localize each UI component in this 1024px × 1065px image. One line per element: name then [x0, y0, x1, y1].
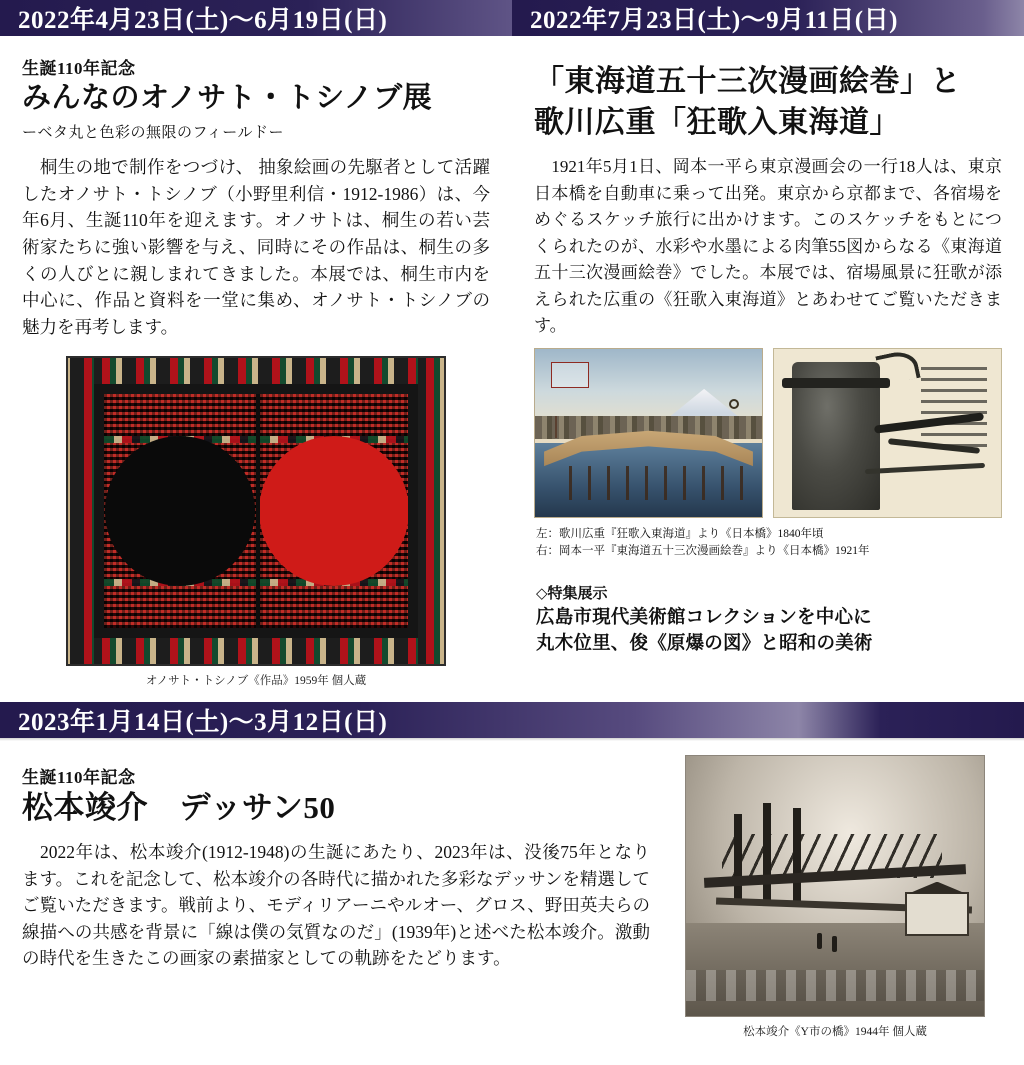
- onosato-body-text: 桐生の地で制作をつづけ、 抽象絵画の先駆者として活躍したオノサト・トシノブ（小野里利信・1912-1986）は、今年6月、生誕110年を迎えます。オノサトは、桐生の若い芸術家たちに強い影響を与え、同時にその作品は、桐生の多くの人びとに親しまれてきました。本展では、桐生市内を中心に、作品と資料を一堂に集め、オノサト・トシノブの魅力を再考します。: [22, 157, 490, 337]
- section-tokaido: [512, 0, 1024, 688]
- onosato-artwork-block: [0, 340, 512, 688]
- tokaido-body-text: 1921年5月1日、岡本一平ら東京漫画会の一行18人は、東京日本橋を自動車に乗って出発。東京から京都まで、各宿場をめぐるスケッチ旅行に出かけます。このスケッチをもとにつくられたのが、水彩や水墨による肉筆55図からなる《東海道五十三次漫画絵巻》でした。本展では、宿場風景に狂歌が添えられた広重の《狂歌入東海道》とあわせてご覧いただきます。: [534, 157, 1002, 336]
- matsumoto-body-text: 2022年は、松本竣介(1912-1948)の生誕にあたり、2023年は、没後75年となります。これを記念して、松本竣介の各時代に描かれた多彩なデッサンを精選してご覧いただきます。戦前より、モディリアーニやルオー、グロス、野田英夫らの線描への共感を背景に「線は僕の気質なのだ」(1939年)と述べた松本竣介。激動の時代を生きたこの画家の素描家としての軌跡をたどります。: [22, 841, 650, 969]
- hiroshige-nihonbashi-image: [534, 348, 763, 518]
- feature-exhibit-heading: ◇特集展示: [536, 586, 608, 603]
- tokaido-caption-block: [512, 518, 1024, 561]
- drawing-pylon: [734, 814, 742, 902]
- tokaido-title-line2: 歌川広重「狂歌入東海道」: [534, 106, 900, 139]
- drawing-pylon: [763, 803, 771, 902]
- artwork-black-circle: [105, 436, 255, 586]
- onosato-title: みんなのオノサト・トシノブ展: [22, 82, 433, 114]
- drawing-water: [686, 970, 984, 1001]
- matsumoto-text-block: [0, 741, 672, 1039]
- matsumoto-artwork-block: [672, 741, 1024, 1039]
- drawing-figure: [832, 936, 837, 952]
- onosato-artwork-image: [66, 356, 446, 666]
- tokaido-caption-line2: 右：岡本一平『東海道五十三次漫画絵巻』より《日本橋》1921年: [536, 544, 870, 557]
- section-matsumoto: [0, 702, 1024, 1039]
- drawing-pylon: [793, 808, 801, 902]
- section-onosato: [0, 0, 512, 688]
- matsumoto-bridge-image: [685, 755, 985, 1017]
- okamoto-nihonbashi-image: [773, 348, 1002, 518]
- matsumoto-title: 松本竣介 デッサン50: [22, 790, 336, 826]
- artwork-right-panel: [256, 394, 408, 628]
- date-banner-matsumoto: 2023年1月14日(土)〜3月12日(日): [0, 702, 1024, 738]
- artwork-left-panel: [104, 394, 256, 628]
- sumi-brushstroke: [865, 463, 985, 474]
- drawing-figure: [817, 933, 822, 949]
- feature-exhibit-line2: 丸木位里、俊《原爆の図》と昭和の美術: [536, 634, 873, 655]
- artwork-inner-frame: [94, 384, 418, 638]
- ukiyoe-inscription: [555, 416, 557, 438]
- tokaido-title-line1: 「東海道五十三次漫画絵巻」と: [534, 65, 961, 98]
- tokaido-text-block: [512, 36, 1024, 340]
- matsumoto-content-row: [0, 741, 1024, 1039]
- matsumoto-image-caption: 松本竣介《Y市の橋》1944年 個人蔵: [743, 1026, 927, 1039]
- matsumoto-kicker: 生誕110年記念: [22, 768, 136, 788]
- feature-exhibit-line1: 広島市現代美術館コレクションを中心に: [536, 608, 872, 629]
- drawing-building: [905, 892, 969, 936]
- onosato-subtitle: ーベタ丸と色彩の無限のフィールドー: [22, 125, 285, 142]
- onosato-text-block: [0, 36, 512, 340]
- tokaido-caption-line1: 左：歌川広重『狂歌入東海道』より《日本橋》1840年頃: [536, 527, 824, 540]
- sumi-calligraphy: [921, 359, 987, 451]
- sumi-ornament: [876, 348, 921, 386]
- ukiyoe-pilings: [553, 466, 744, 500]
- tokaido-artwork-row: [512, 340, 1024, 518]
- date-banner-onosato: 2022年4月23日(土)〜6月19日(日): [0, 0, 512, 36]
- ukiyoe-title-cartouche: [551, 362, 589, 388]
- date-banner-tokaido: 2022年7月23日(土)〜9月11日(日): [512, 0, 1024, 36]
- tokaido-feature-block: [512, 560, 1024, 658]
- onosato-image-caption: オノサト・トシノブ《作品》1959年 個人蔵: [145, 675, 367, 688]
- artwork-red-circle: [259, 436, 408, 586]
- sumi-lamppost: [792, 362, 880, 510]
- onosato-kicker: 生誕110年記念: [22, 59, 136, 78]
